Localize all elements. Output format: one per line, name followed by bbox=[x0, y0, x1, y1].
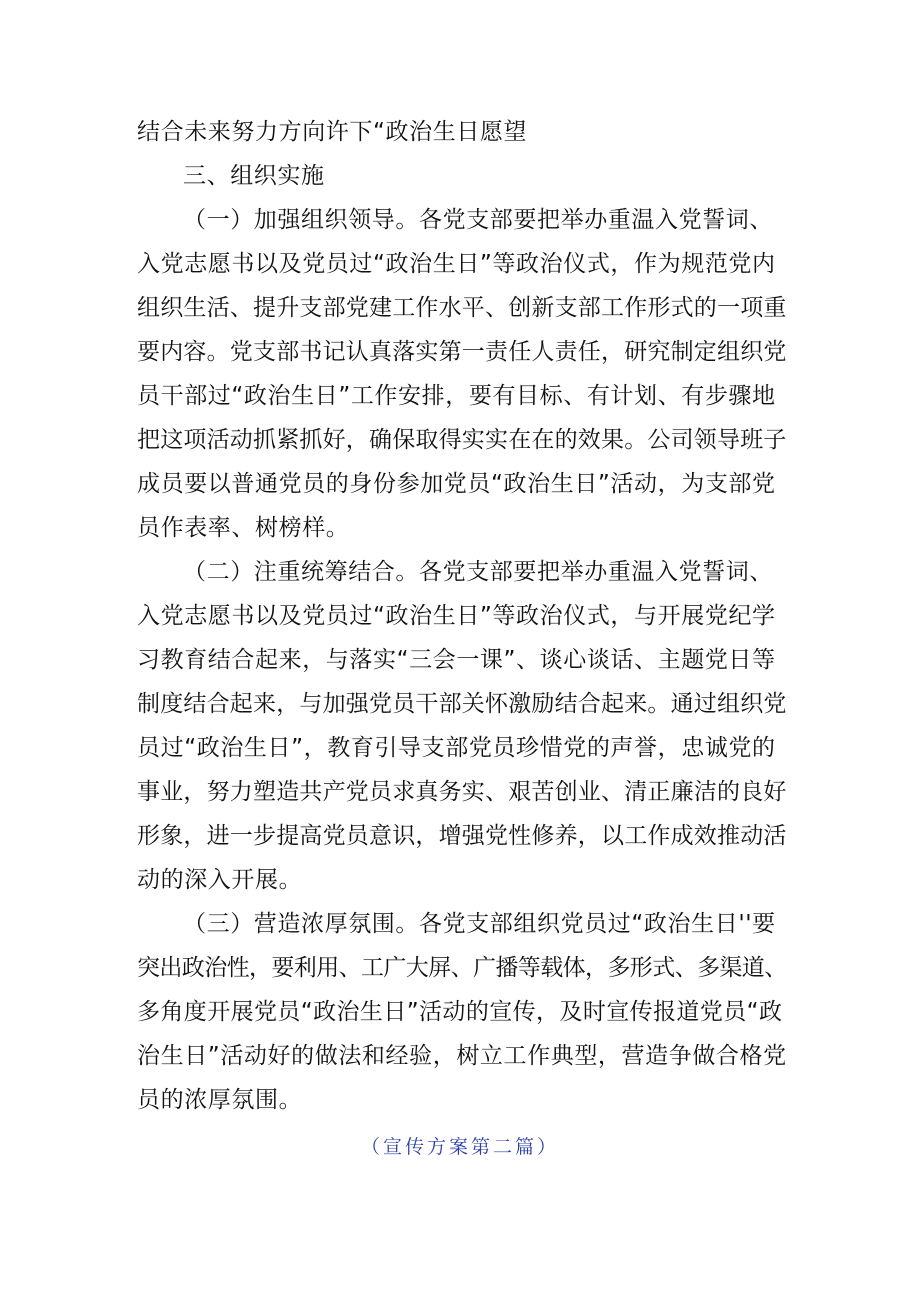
paragraph-line: 员过“政治生日”，教育引导支部党员珍惜党的声誉，忠诚党的 bbox=[137, 735, 776, 761]
section-footer-label: （宣传方案第二篇） bbox=[360, 1136, 559, 1158]
paragraph-line: 入党志愿书以及党员过“政治生日”等政治仪式，作为规范党内 bbox=[137, 251, 776, 277]
section-heading: 三、组织实施 bbox=[183, 163, 325, 189]
paragraph-line: 员的浓厚氛围。 bbox=[137, 1087, 303, 1113]
paragraph-line: 员作表率、树榜样。 bbox=[137, 515, 350, 541]
paragraph-line: 形象，进一步提高党员意识，增强党性修养，以工作成效推动活 bbox=[137, 823, 787, 849]
paragraph-line: 成员要以普通党员的身份参加党员“政治生日”活动，为支部党 bbox=[137, 471, 776, 497]
paragraph-line: 结合未来努力方向许下“政治生日愿望 bbox=[137, 119, 528, 145]
paragraph-line: （三）营造浓厚氛围。各党支部组织党员过“政治生日''要 bbox=[183, 911, 776, 937]
paragraph-line: 组织生活、提升支部党建工作水平、创新支部工作形式的一项重 bbox=[137, 295, 787, 321]
paragraph-line: （一）加强组织领导。各党支部要把举办重温入党誓词、 bbox=[183, 207, 773, 233]
paragraph-line: 习教育结合起来，与落实“三会一课”、谈心谈话、主题党日等 bbox=[137, 647, 776, 673]
paragraph-line: 动的深入开展。 bbox=[137, 867, 303, 893]
paragraph-line: 突出政治性，要利用、工广大屏、广播等载体，多形式、多渠道、 bbox=[137, 955, 787, 981]
paragraph-line: 员干部过“政治生日”工作安排，要有目标、有计划、有步骤地 bbox=[137, 383, 776, 409]
paragraph-line: 多角度开展党员“政治生日”活动的宣传，及时宣传报道党员“政 bbox=[137, 999, 783, 1025]
paragraph-line: （二）注重统筹结合。各党支部要把举办重温入党誓词、 bbox=[183, 559, 773, 585]
paragraph-line: 把这项活动抓紧抓好，确保取得实实在在的效果。公司领导班子 bbox=[137, 427, 787, 453]
paragraph-line: 治生日”活动好的做法和经验，树立工作典型，营造争做合格党 bbox=[137, 1043, 787, 1069]
paragraph-line: 要内容。党支部书记认真落实第一责任人责任，研究制定组织党 bbox=[137, 339, 787, 365]
paragraph-line: 入党志愿书以及党员过“政治生日”等政治仪式，与开展党纪学 bbox=[137, 603, 776, 629]
paragraph-line: 制度结合起来，与加强党员干部关怀激励结合起来。通过组织党 bbox=[137, 691, 787, 717]
paragraph-line: 事业，努力塑造共产党员求真务实、艰苦创业、清正廉洁的良好 bbox=[137, 779, 787, 805]
